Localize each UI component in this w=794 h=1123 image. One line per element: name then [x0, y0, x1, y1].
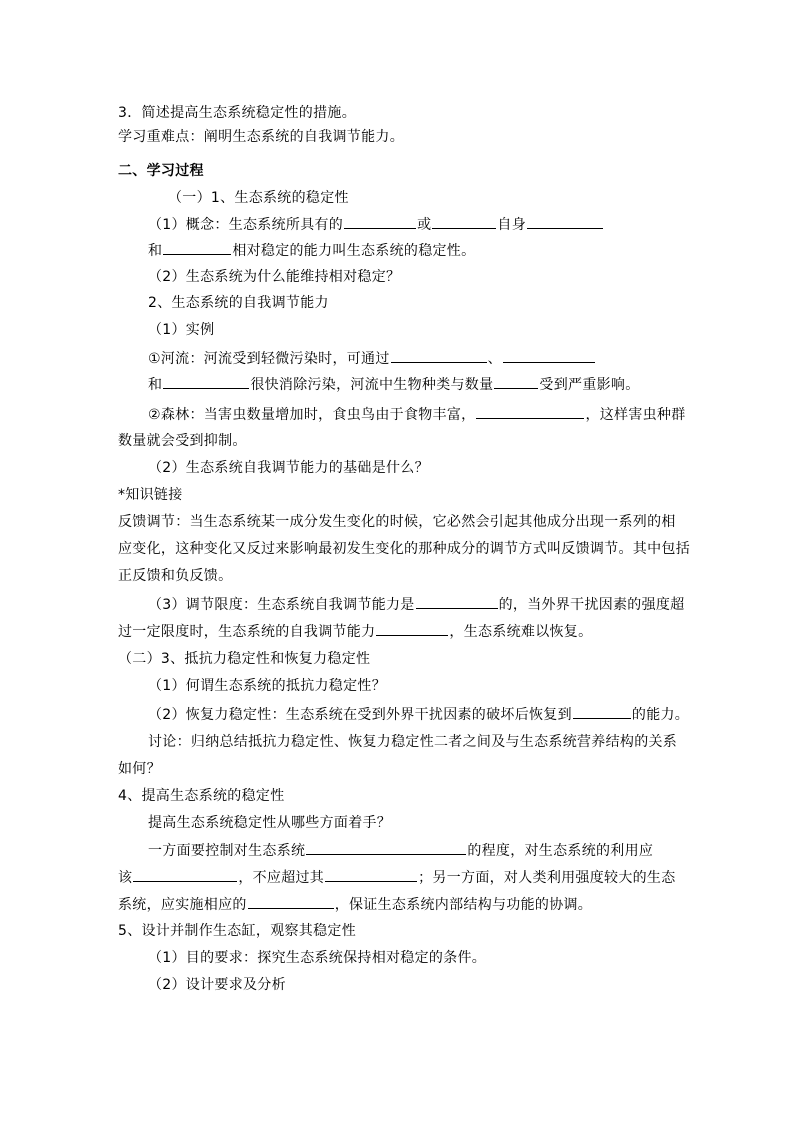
concept-line-2 — [148, 241, 475, 260]
text: （2）恢复力稳定性：生态系统在受到外界干扰因素的破坏后恢复到 — [148, 707, 572, 723]
control-line-3 — [118, 895, 592, 914]
example-heading: （1）实例 — [148, 322, 215, 338]
control-line-1 — [148, 841, 653, 860]
blank-13[interactable] — [306, 841, 466, 855]
design-requirements: （2）设计要求及分析 — [148, 977, 286, 993]
river-example-line-1 — [148, 349, 596, 368]
text: 很快消除污染，河流中生物种类与数量 — [250, 377, 494, 393]
limit-line-2 — [118, 622, 592, 641]
forest-example-line-1 — [148, 405, 686, 424]
blank-1[interactable] — [344, 215, 416, 229]
blank-8[interactable] — [494, 375, 538, 389]
blank-6[interactable] — [503, 349, 595, 363]
subheading-stability: （一）1、生态系统的稳定性 — [168, 190, 349, 206]
knowledge-link-heading: *知识链接 — [118, 487, 183, 503]
question-resistance: （1）何谓生态系统的抵抗力稳定性？ — [148, 678, 387, 694]
text: 和 — [148, 377, 163, 393]
limit-line-1 — [148, 595, 685, 614]
blank-4[interactable] — [163, 241, 231, 255]
text: 的程度，对生态系统的利用应 — [467, 843, 654, 859]
text: 或 — [417, 217, 432, 233]
text: 、 — [487, 351, 502, 367]
key-difficulty: 学习重难点：阐明生态系统的自我调节能力。 — [118, 129, 404, 145]
river-example-line-2 — [148, 375, 640, 394]
subheading-improve-stability: 4、提高生态系统的稳定性 — [118, 788, 285, 804]
question-improve: 提高生态系统稳定性从哪些方面着手？ — [148, 815, 392, 831]
blank-2[interactable] — [432, 215, 496, 229]
feedback-paragraph-line-2: 应变化，这种变化又反过来影响最初发生变化的那种成分的调节方式叫反馈调节。其中包括 — [118, 541, 690, 557]
text: ②森林：当害虫数量增加时，食虫鸟由于食物丰富， — [148, 407, 476, 423]
text: ，不应超过其 — [238, 870, 325, 886]
objective-3: 3．简述提高生态系统稳定性的措施。 — [118, 105, 357, 121]
blank-16[interactable] — [248, 895, 334, 909]
text: 过一定限度时，生态系统的自我调节能力 — [118, 624, 376, 640]
blank-12[interactable] — [573, 705, 631, 719]
text: ；另一方面，对人类利用强度较大的生态 — [418, 870, 676, 886]
feedback-paragraph-line-1: 反馈调节：当生态系统某一成分发生变化的时候，它必然会引起其他成分出现一系列的相 — [118, 514, 676, 530]
text: 的，当外界干扰因素的强度超 — [498, 597, 685, 613]
text: ①河流：河流受到轻微污染时，可通过 — [148, 351, 390, 367]
blank-11[interactable] — [376, 622, 448, 636]
text: 的能力。 — [631, 707, 690, 723]
blank-14[interactable] — [133, 868, 237, 882]
text: 自身 — [497, 217, 527, 233]
question-why-stable: （2）生态系统为什么能维持相对稳定？ — [148, 269, 401, 285]
feedback-paragraph-line-3: 正反馈和负反馈。 — [118, 568, 233, 584]
text: 和 — [148, 243, 163, 259]
subheading-resistance-resilience: （二）3、抵抗力稳定性和恢复力稳定性 — [118, 651, 371, 667]
purpose-line: （1）目的要求：探究生态系统保持相对稳定的条件。 — [148, 950, 487, 966]
text: ，这样害虫种群 — [585, 407, 686, 423]
question-basis: （2）生态系统自我调节能力的基础是什么？ — [148, 460, 429, 476]
text: 该 — [118, 870, 133, 886]
discussion-line-1: 讨论：归纳总结抵抗力稳定性、恢复力稳定性二者之间及与生态系统营养结构的关系 — [148, 734, 678, 750]
concept-line — [148, 215, 604, 234]
subheading-self-regulation: 2、生态系统的自我调节能力 — [148, 295, 329, 311]
text: 一方面要控制对生态系统 — [148, 843, 306, 859]
blank-7[interactable] — [163, 375, 249, 389]
blank-10[interactable] — [416, 595, 498, 609]
forest-example-line-2: 数量就会受到抑制。 — [118, 433, 247, 449]
resilience-line — [148, 705, 689, 724]
text: （1）概念：生态系统所具有的 — [148, 217, 344, 233]
text: 受到严重影响。 — [539, 377, 640, 393]
discussion-line-2: 如何？ — [118, 761, 161, 777]
text: （3）调节限度：生态系统自我调节能力是 — [148, 597, 415, 613]
control-line-2 — [118, 868, 676, 887]
section-heading-learning-process: 二、学习过程 — [118, 163, 204, 179]
text: 相对稳定的能力叫生态系统的稳定性。 — [232, 243, 476, 259]
blank-3[interactable] — [527, 215, 603, 229]
text: 系统，应实施相应的 — [118, 897, 247, 913]
blank-9[interactable] — [476, 405, 584, 419]
text: ，保证生态系统内部结构与功能的协调。 — [334, 897, 593, 913]
blank-5[interactable] — [391, 349, 487, 363]
subheading-eco-tank: 5、设计并制作生态缸，观察其稳定性 — [118, 923, 357, 939]
text: ，生态系统难以恢复。 — [449, 624, 593, 640]
blank-15[interactable] — [325, 868, 417, 882]
